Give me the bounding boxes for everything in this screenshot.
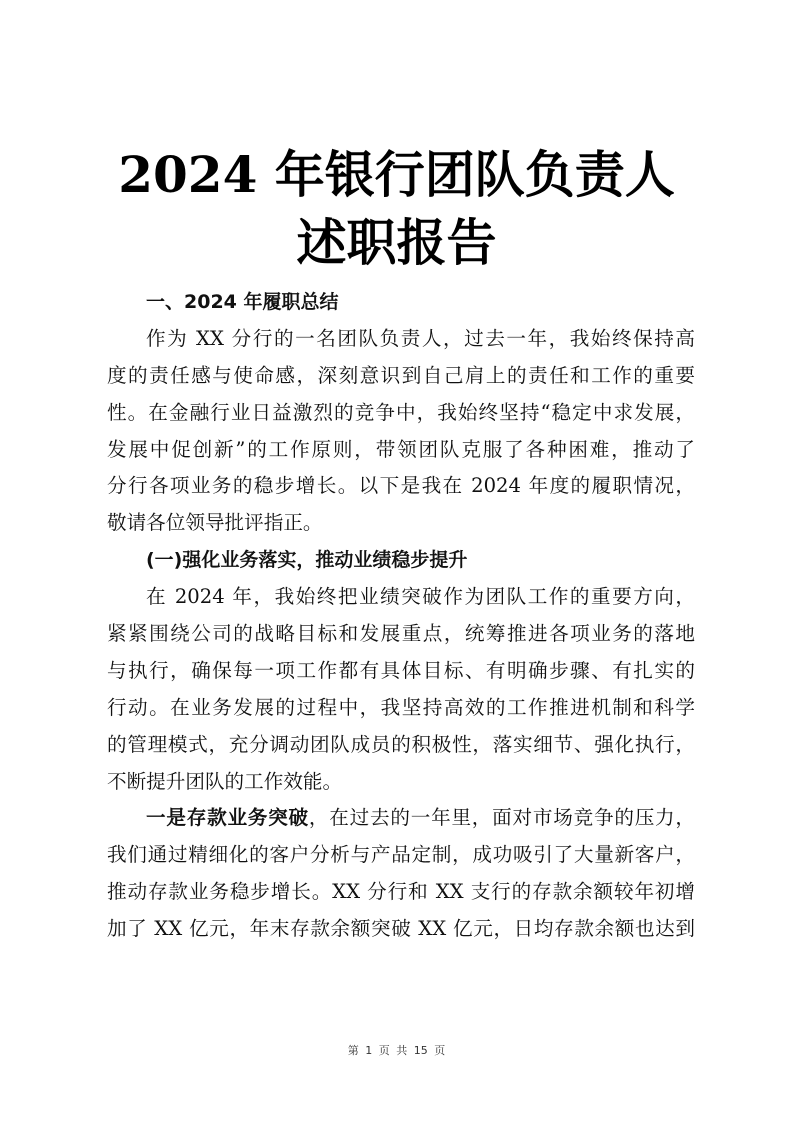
- paragraph-line: 推动存款业务稳步增长。XX 分行和 XX 支行的存款余额较年初增: [107, 880, 695, 904]
- paragraph-line: 紧紧围绕公司的战略目标和发展重点，统筹推进各项业务的落地: [107, 622, 695, 646]
- paragraph-line: [107, 800, 695, 837]
- paragraph-line: 与执行，确保每一项工作都有具体目标、有明确步骤、有扎实的: [107, 658, 695, 682]
- document-title-line2: 述职报告: [296, 213, 497, 272]
- paragraph-line: 作为 XX 分行的一名团队负责人，过去一年，我始终保持高: [146, 326, 695, 350]
- document-body: [107, 284, 695, 948]
- paragraph-line: 加了 XX 亿元，年末存款余额突破 XX 亿元，日均存款余额也达到: [107, 917, 695, 941]
- paragraph-line: 度的责任感与使命感，深刻意识到自己肩上的责任和工作的重要: [107, 363, 695, 387]
- paragraph-deposit: [107, 800, 695, 948]
- subsection-heading-1: (一)强化业务落实，推动业绩稳步提升: [146, 549, 468, 572]
- paragraph-line: 不断提升团队的工作效能。: [107, 769, 343, 793]
- paragraph-text: ，在过去的一年里，面对市场竞争的压力，: [308, 806, 696, 830]
- paragraph-line: 在 2024 年，我始终把业绩突破作为团队工作的重要方向，: [146, 585, 695, 609]
- paragraph-summary: [107, 321, 695, 542]
- paragraph-line: 发展中促创新”的工作原则，带领团队克服了各种困难，推动了: [107, 437, 695, 461]
- paragraph-line: 我们通过精细化的客户分析与产品定制，成功吸引了大量新客户，: [107, 843, 695, 867]
- document-title-line1: 2024 年银行团队负责人: [118, 145, 675, 204]
- paragraph-line: 分行各项业务的稳步增长。以下是我在 2024 年度的履职情况，: [107, 474, 695, 498]
- paragraph-line: 性。在金融行业日益激烈的竞争中，我始终坚持“稳定中求发展，: [107, 400, 695, 424]
- paragraph-line: 的管理模式，充分调动团队成员的积极性，落实细节、强化执行，: [107, 732, 695, 756]
- page-footer: 第 1 页 共 15 页: [347, 1044, 446, 1057]
- section-heading-1: 一、2024 年履职总结: [146, 291, 339, 313]
- paragraph-line: 行动。在业务发展的过程中，我坚持高效的工作推进机制和科学: [107, 695, 695, 719]
- paragraph-performance: [107, 579, 695, 800]
- bold-lead-text: 一是存款业务突破: [146, 806, 309, 830]
- paragraph-line: 敬请各位领导批评指正。: [107, 511, 323, 535]
